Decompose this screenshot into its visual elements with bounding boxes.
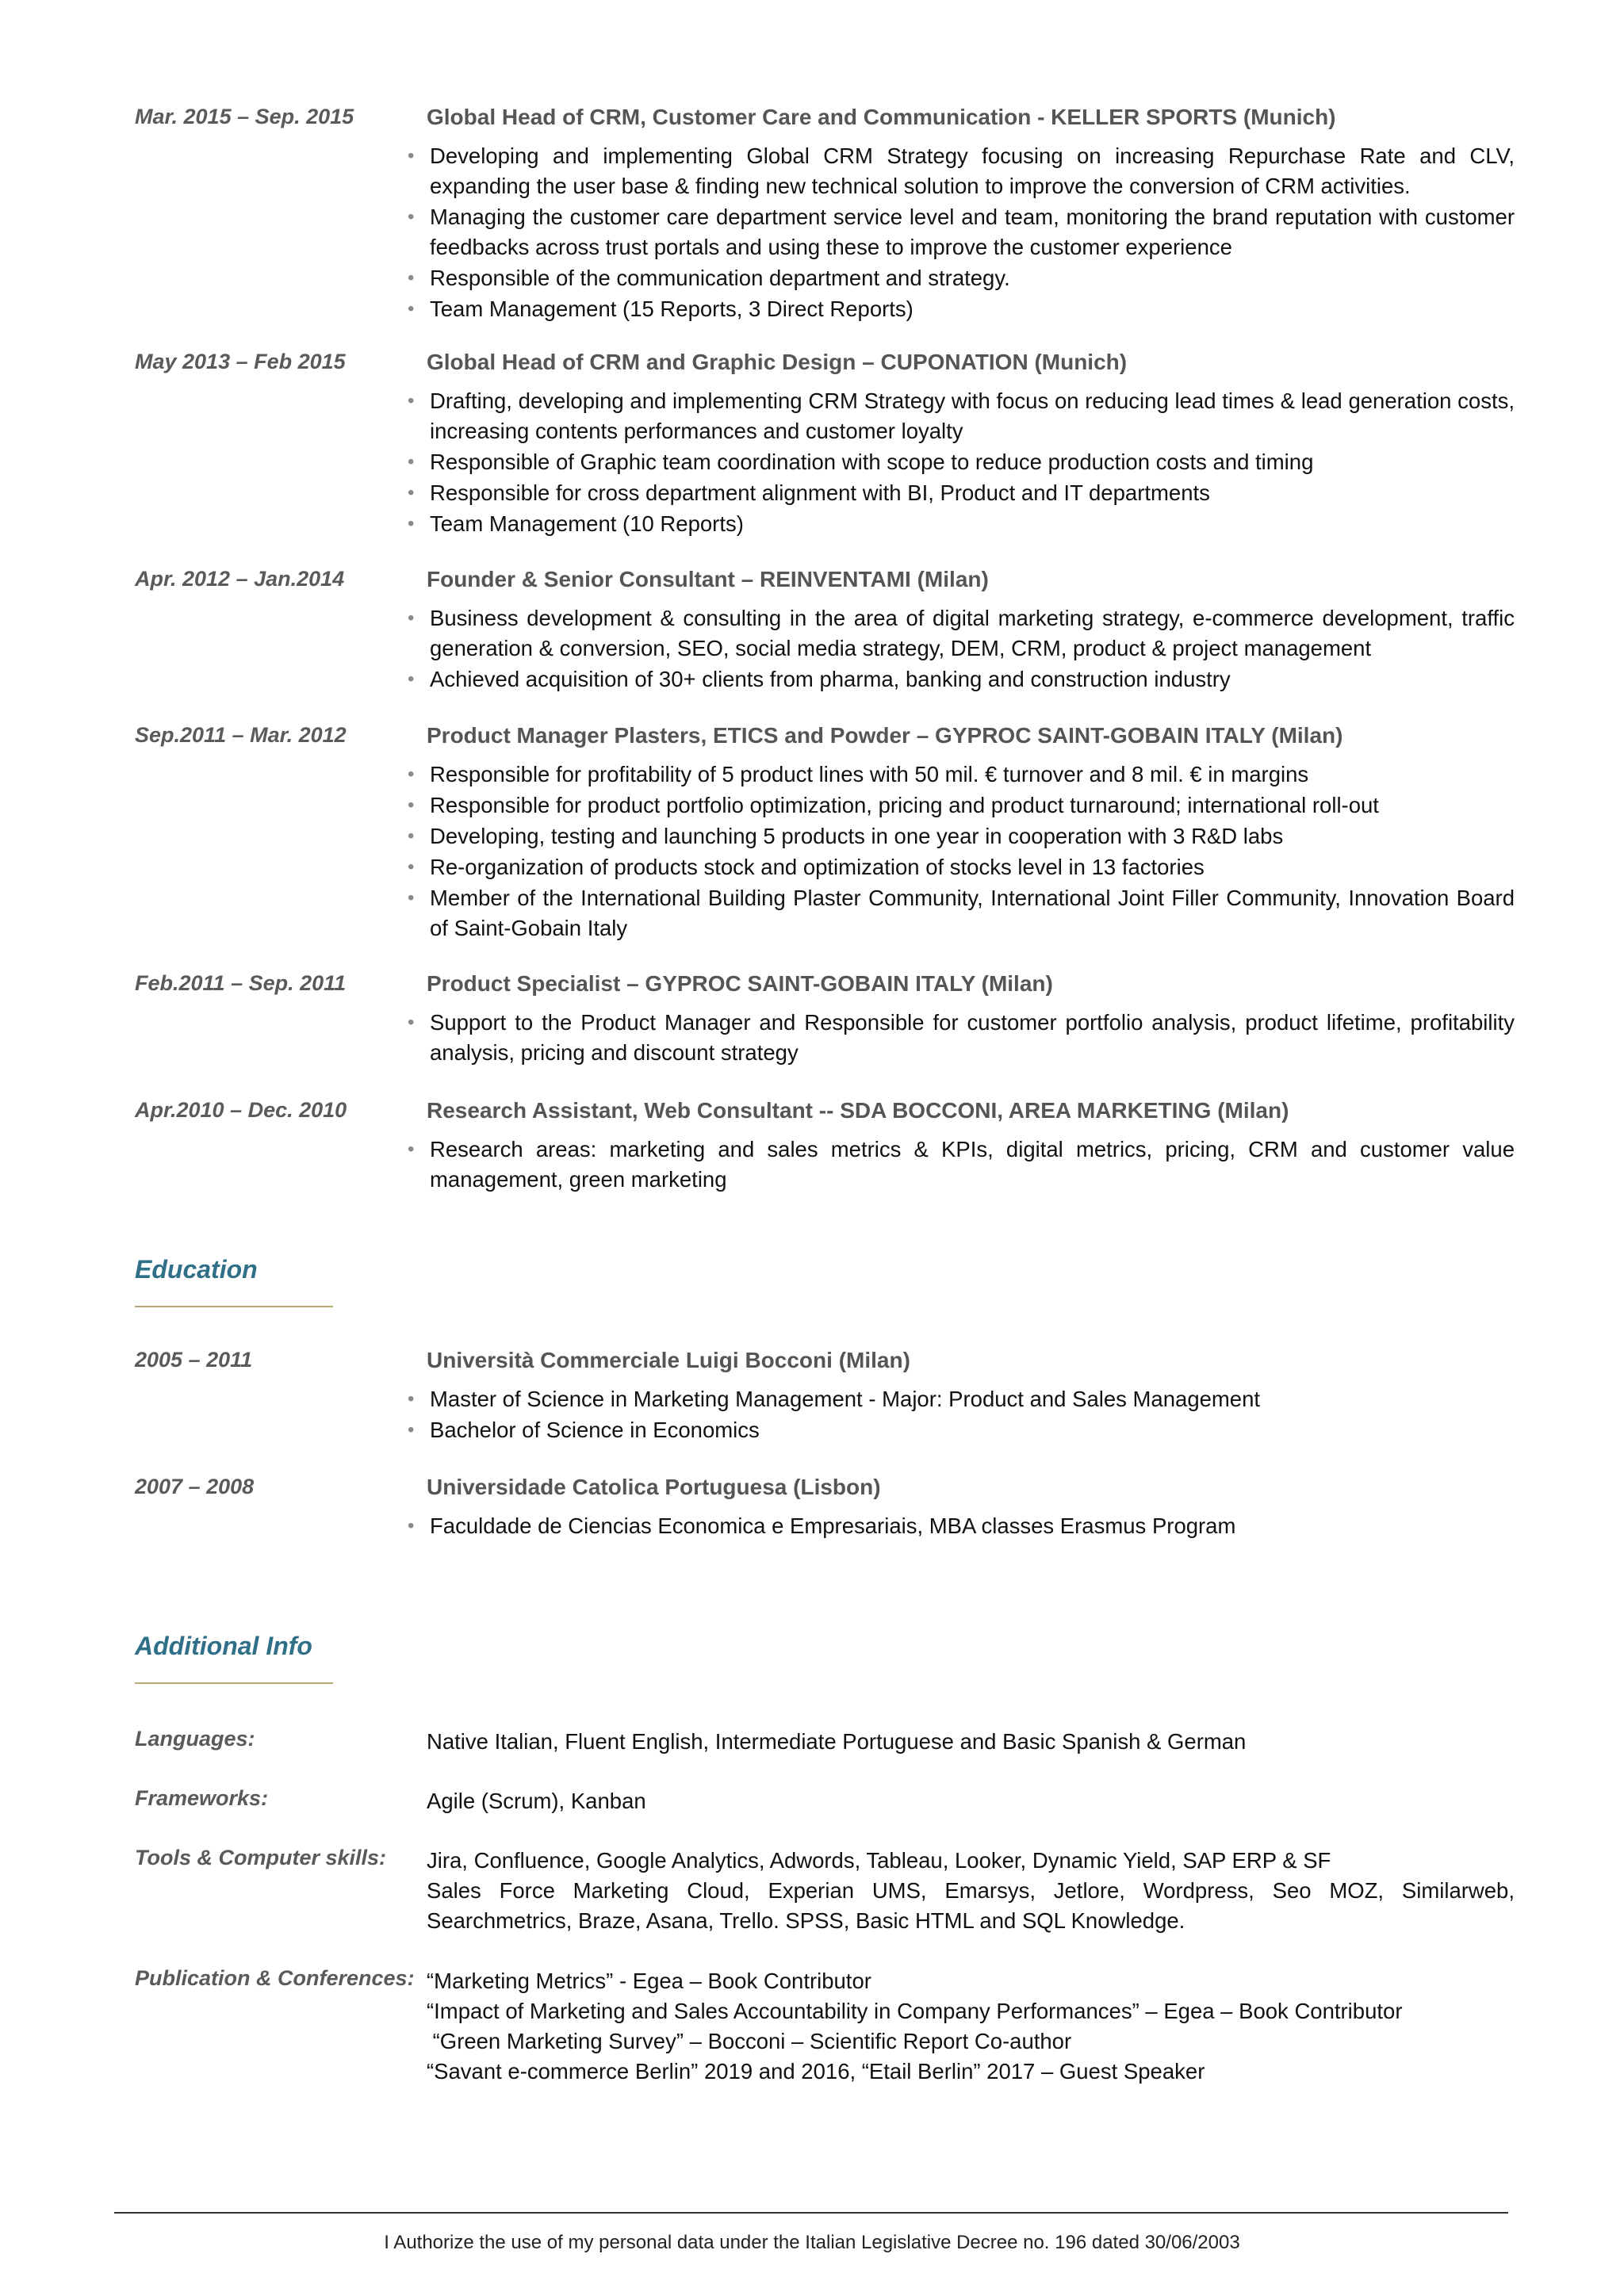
publications-label: Publication & Conferences:: [135, 1966, 415, 1990]
privacy-consent-footer: I Authorize the use of my personal data under the Italian Legislative Decree no. 196 dated 30/06/2003: [384, 2232, 1240, 2253]
entry-date: 2007 – 2008: [135, 1475, 255, 1498]
bullet-item: • Responsible of Graphic team coordination with scope to reduce production costs and timing: [430, 447, 1515, 477]
bullet-dot-icon: •: [408, 1388, 415, 1410]
bullet-item: • Drafting, developing and implementing CRM Strategy with focus on reducing lead times & lead generation costs, increasing contents performances and customer loyalty: [430, 386, 1515, 446]
entry-date: Feb.2011 – Sep. 2011: [135, 971, 347, 995]
bullet-dot-icon: •: [408, 145, 415, 166]
publication-line: “Green Marketing Survey” – Bocconi – Scientific Report Co-author: [427, 2029, 1072, 2053]
entry-bullets: [408, 603, 1515, 695]
entry-date: Apr.2010 – Dec. 2010: [135, 1098, 347, 1122]
languages-value: [427, 1727, 1515, 1757]
bullet-item: • Developing, testing and launching 5 products in one year in cooperation with 3 R&D labs: [430, 821, 1515, 851]
bullet-dot-icon: •: [408, 1419, 415, 1441]
bullet-dot-icon: •: [408, 1515, 415, 1536]
bullet-item: • Responsible for product portfolio optimization, pricing and product turnaround; international roll-out: [430, 790, 1515, 821]
publication-line: “Savant e-commerce Berlin” 2019 and 2016, “Etail Berlin” 2017 – Guest Speaker: [427, 2059, 1205, 2084]
entry-date: May 2013 – Feb 2015: [135, 350, 346, 373]
bullet-dot-icon: •: [408, 794, 415, 816]
entry-title: Founder & Senior Consultant – REINVENTAMI (Milan): [427, 567, 989, 591]
entry-date: Mar. 2015 – Sep. 2015: [135, 105, 354, 128]
bullet-dot-icon: •: [408, 451, 415, 473]
bullet-dot-icon: •: [408, 482, 415, 503]
bullet-item: • Responsible for cross department alignment with BI, Product and IT departments: [430, 478, 1515, 508]
entry-title: Product Manager Plasters, ETICS and Powder – GYPROC SAINT-GOBAIN ITALY (Milan): [427, 723, 1343, 748]
bullet-item: • Faculdade de Ciencias Economica e Empresariais, MBA classes Erasmus Program: [430, 1511, 1515, 1541]
languages-text: Native Italian, Fluent English, Intermediate Portuguese and Basic Spanish & German: [427, 1729, 1247, 1754]
bullet-item: • Team Management (10 Reports): [430, 509, 1515, 539]
publication-line: “Impact of Marketing and Sales Accountability in Company Performances” – Egea – Book Contributor: [427, 1999, 1403, 2023]
bullet-dot-icon: •: [408, 607, 415, 629]
bullet-item: • Support to the Product Manager and Responsible for customer portfolio analysis, product lifetime, profitability analysis, pricing and discount strategy: [430, 1008, 1515, 1068]
bullet-dot-icon: •: [408, 763, 415, 785]
tools-value: [427, 1846, 1515, 1936]
bullet-item: • Team Management (15 Reports, 3 Direct Reports): [430, 294, 1515, 324]
tools-line-1: Jira, Confluence, Google Analytics, Adwords, Tableau, Looker, Dynamic Yield, SAP ERP & SF: [427, 1848, 1331, 1873]
publication-line: “Marketing Metrics” - Egea – Book Contributor: [427, 1969, 871, 1993]
bullet-item: • Responsible for profitability of 5 product lines with 50 mil. € turnover and 8 mil. € in margins: [430, 760, 1515, 790]
publications-value: [427, 1966, 1515, 2087]
entry-title: Research Assistant, Web Consultant -- SDA BOCCONI, AREA MARKETING (Milan): [427, 1098, 1289, 1123]
bullet-dot-icon: •: [408, 1012, 415, 1033]
education-heading: Education: [135, 1255, 258, 1284]
entry-bullets: [408, 1511, 1515, 1542]
frameworks-label: Frameworks:: [135, 1786, 269, 1810]
tools-line-2: Sales Force Marketing Cloud, Experian UMS, Emarsys, Jetlore, Wordpress, Seo MOZ, Similarweb, Searchmetrics, Braze, Asana, Trello. SPSS, Basic HTML and SQL Knowledge.: [427, 1878, 1515, 1933]
education-heading-rule: [135, 1306, 333, 1307]
bullet-dot-icon: •: [408, 513, 415, 534]
bullet-item: • Business development & consulting in the area of digital marketing strategy, e-commerce development, traffic generation & conversion, SEO, social media strategy, DEM, CRM, product & project management: [430, 603, 1515, 664]
entry-bullets: [408, 1135, 1515, 1196]
bullet-item: • Responsible of the communication department and strategy.: [430, 263, 1515, 293]
entry-bullets: [408, 1384, 1515, 1446]
entry-bullets: [408, 760, 1515, 944]
bullet-dot-icon: •: [408, 298, 415, 320]
bullet-dot-icon: •: [408, 856, 415, 878]
languages-label: Languages:: [135, 1727, 255, 1751]
entry-bullets: [408, 141, 1515, 325]
bullet-item: • Re-organization of products stock and optimization of stocks level in 13 factories: [430, 852, 1515, 882]
entry-date: 2005 – 2011: [135, 1348, 253, 1372]
additional-info-heading-rule: [135, 1682, 333, 1684]
entry-title: Global Head of CRM, Customer Care and Communication - KELLER SPORTS (Munich): [427, 105, 1336, 129]
bullet-dot-icon: •: [408, 390, 415, 411]
bullet-dot-icon: •: [408, 206, 415, 228]
entry-title: Università Commerciale Luigi Bocconi (Milan): [427, 1348, 910, 1372]
frameworks-value: [427, 1786, 1515, 1816]
bullet-item: • Developing and implementing Global CRM Strategy focusing on increasing Repurchase Rate and CLV, expanding the user base & finding new technical solution to improve the conversion of CRM activities.: [430, 141, 1515, 201]
bullet-dot-icon: •: [408, 668, 415, 690]
entry-bullets: [408, 386, 1515, 540]
frameworks-text: Agile (Scrum), Kanban: [427, 1789, 646, 1813]
bullet-item: • Achieved acquisition of 30+ clients from pharma, banking and construction industry: [430, 664, 1515, 695]
bullet-item: • Master of Science in Marketing Management - Major: Product and Sales Management: [430, 1384, 1515, 1414]
bullet-dot-icon: •: [408, 1138, 415, 1160]
entry-title: Product Specialist – GYPROC SAINT-GOBAIN ITALY (Milan): [427, 971, 1053, 996]
additional-info-heading: Additional Info: [135, 1632, 312, 1660]
bullet-item: • Managing the customer care department service level and team, monitoring the brand reputation with customer feedbacks across trust portals and using these to improve the customer experience: [430, 202, 1515, 262]
bullet-item: • Research areas: marketing and sales metrics & KPIs, digital metrics, pricing, CRM and customer value management, green marketing: [430, 1135, 1515, 1195]
bullet-dot-icon: •: [408, 887, 415, 909]
tools-label: Tools & Computer skills:: [135, 1846, 387, 1869]
bullet-dot-icon: •: [408, 267, 415, 289]
entry-date: Apr. 2012 – Jan.2014: [135, 567, 345, 591]
footer-rule: [114, 2212, 1508, 2214]
entry-bullets: [408, 1008, 1515, 1069]
entry-title: Global Head of CRM and Graphic Design – CUPONATION (Munich): [427, 350, 1128, 374]
entry-date: Sep.2011 – Mar. 2012: [135, 723, 347, 747]
entry-title: Universidade Catolica Portuguesa (Lisbon): [427, 1475, 881, 1499]
bullet-dot-icon: •: [408, 825, 415, 847]
bullet-item: • Member of the International Building Plaster Community, International Joint Filler Community, Innovation Board of Saint-Gobain Italy: [430, 883, 1515, 943]
bullet-item: • Bachelor of Science in Economics: [430, 1415, 1515, 1445]
